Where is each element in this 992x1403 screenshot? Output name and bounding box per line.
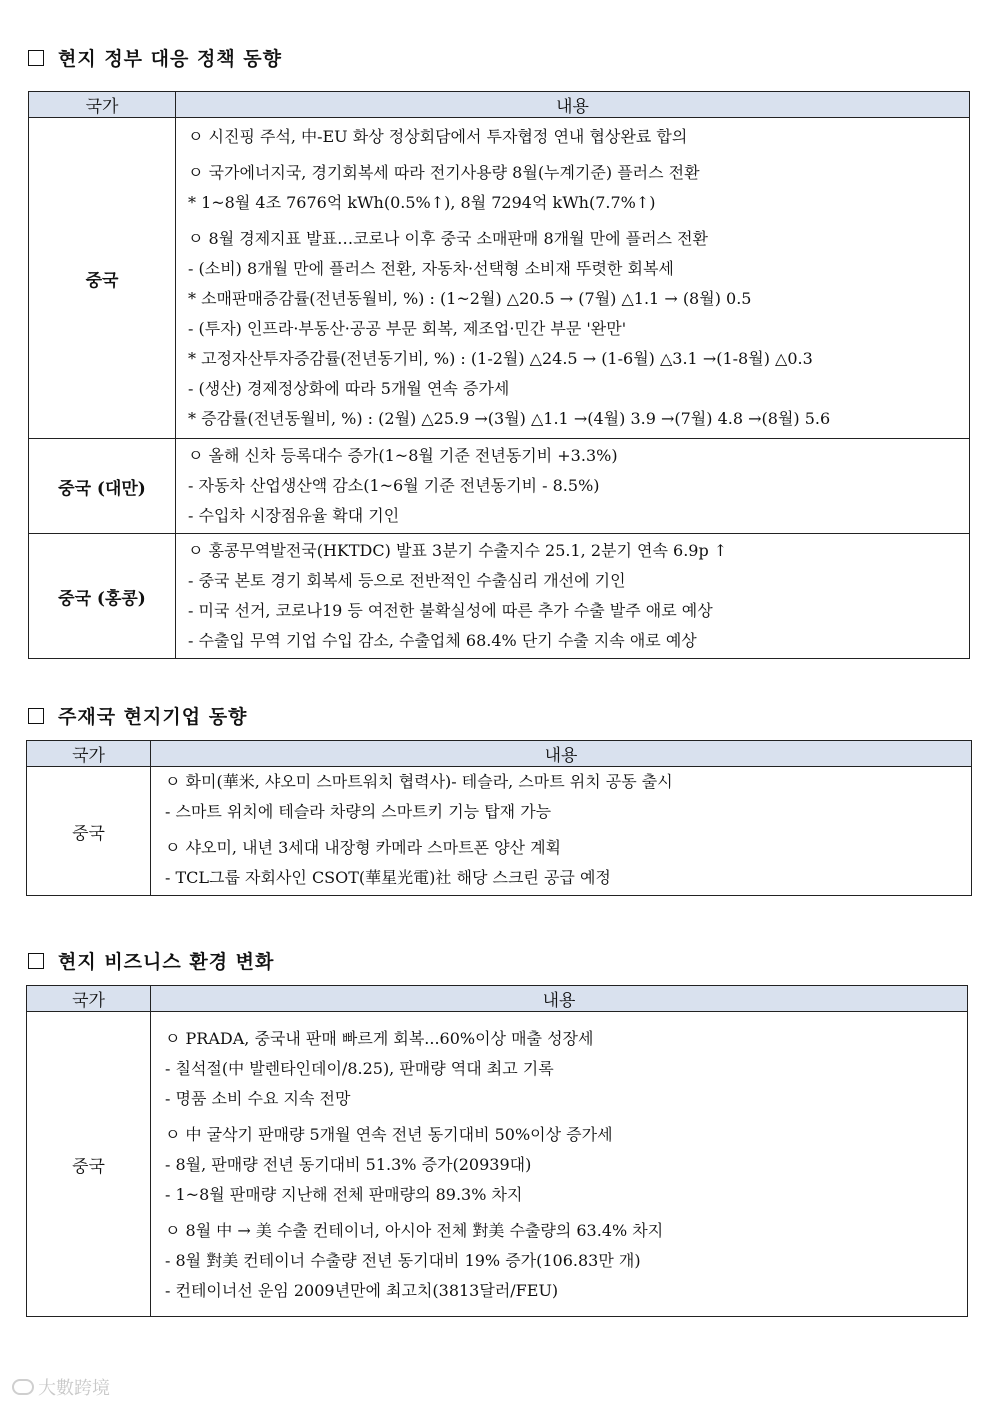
content-line: ㅇ 8월 中 → 美 수출 컨테이너, 아시아 전체 對美 수출량의 63.4% 차지 bbox=[165, 1221, 664, 1240]
content-line: ㅇ 홍콩무역발전국(HKTDC) 발표 3분기 수출지수 25.1, 2분기 연속 6.9p ↑ bbox=[188, 541, 728, 560]
country-cell: 중국 bbox=[29, 118, 176, 439]
content-line: - 8월, 판매량 전년 동기대비 51.3% 증가(20939대) bbox=[165, 1155, 532, 1174]
watermark bbox=[12, 1374, 110, 1400]
section-heading bbox=[28, 44, 282, 71]
company-table bbox=[26, 740, 972, 896]
watermark-text: 大數跨境 bbox=[38, 1378, 110, 1399]
content-line: - 수출입 무역 기업 수입 감소, 수출업체 68.4% 단기 수출 지속 애로 예상 bbox=[188, 631, 697, 650]
country-cell: 중국 (홍콩) bbox=[29, 534, 176, 659]
content-cell bbox=[176, 534, 970, 659]
content-line: - 미국 선거, 코로나19 등 여전한 불확실성에 따른 추가 수출 발주 애로 예상 bbox=[188, 601, 713, 620]
country-cell: 중국 bbox=[27, 1012, 151, 1317]
content-line: - (투자) 인프라·부동산·공공 부문 회복, 제조업·민간 부문 '완만' bbox=[188, 319, 627, 338]
table-row bbox=[29, 439, 970, 534]
table-header-row bbox=[29, 92, 970, 118]
header-content: 내용 bbox=[151, 986, 968, 1012]
content-line: ㅇ 국가에너지국, 경기회복세 따라 전기사용량 8월(누계기준) 플러스 전환 bbox=[188, 163, 700, 182]
content-line: - TCL그룹 자회사인 CSOT(華星光電)社 해당 스크린 공급 예정 bbox=[165, 868, 611, 887]
content-lines bbox=[176, 118, 969, 438]
content-line: * 고정자산투자증감률(전년동기비, %) : (1-2월) △24.5 → (1-6월) △3.1 →(1-8월) △0.3 bbox=[188, 349, 813, 368]
section-title: 현지 비즈니스 환경 변화 bbox=[58, 951, 275, 973]
section-title: 현지 정부 대응 정책 동향 bbox=[58, 48, 282, 70]
header-country: 국가 bbox=[29, 92, 176, 118]
content-cell bbox=[176, 439, 970, 534]
section-heading bbox=[28, 947, 274, 974]
content-lines bbox=[176, 534, 969, 658]
content-cell bbox=[151, 1012, 968, 1317]
header-country: 국가 bbox=[27, 986, 151, 1012]
content-line: - (생산) 경제정상화에 따라 5개월 연속 증가세 bbox=[188, 379, 510, 398]
header-country: 국가 bbox=[27, 741, 151, 767]
content-line: - 1~8월 판매량 지난해 전체 판매량의 89.3% 차지 bbox=[165, 1185, 523, 1204]
watermark-logo-icon bbox=[12, 1379, 34, 1395]
content-line: * 1~8월 4조 7676억 kWh(0.5%↑), 8월 7294억 kWh(7.7%↑) bbox=[188, 193, 656, 212]
country-cell: 중국 bbox=[27, 767, 151, 896]
header-content: 내용 bbox=[151, 741, 972, 767]
content-line: ㅇ PRADA, 중국내 판매 빠르게 회복...60%이상 매출 성장세 bbox=[165, 1029, 594, 1048]
content-line: - 중국 본토 경기 회복세 등으로 전반적인 수출심리 개선에 기인 bbox=[188, 571, 626, 590]
table-header-row bbox=[27, 741, 972, 767]
content-line: - 스마트 위치에 테슬라 차량의 스마트키 기능 탑재 가능 bbox=[165, 802, 552, 821]
content-line: ㅇ 샤오미, 내년 3세대 내장형 카메라 스마트폰 양산 계획 bbox=[165, 838, 561, 857]
content-line: ㅇ 시진핑 주석, 中-EU 화상 정상회담에서 투자협정 연내 협상완료 합의 bbox=[188, 127, 688, 146]
content-lines bbox=[176, 439, 969, 533]
checkbox-square-icon bbox=[28, 708, 44, 724]
content-line: ㅇ 올해 신차 등록대수 증가(1~8월 기준 전년동기비 +3.3%) bbox=[188, 446, 618, 465]
content-line: ㅇ 中 굴삭기 판매량 5개월 연속 전년 동기대비 50%이상 증가세 bbox=[165, 1125, 613, 1144]
policy-table bbox=[28, 91, 970, 659]
table-row bbox=[27, 1012, 968, 1317]
content-line: - 컨테이너선 운임 2009년만에 최고치(3813달러/FEU) bbox=[165, 1281, 559, 1300]
content-line: - 수입차 시장점유율 확대 기인 bbox=[188, 506, 400, 525]
table-row bbox=[29, 118, 970, 439]
table-header-row bbox=[27, 986, 968, 1012]
content-line: - 칠석절(中 발렌타인데이/8.25), 판매량 역대 최고 기록 bbox=[165, 1059, 554, 1078]
business-table bbox=[26, 985, 968, 1317]
table-row bbox=[27, 767, 972, 896]
content-cell bbox=[151, 767, 972, 896]
content-cell bbox=[176, 118, 970, 439]
content-line: * 증감률(전년동월비, %) : (2월) △25.9 →(3월) △1.1 →(4월) 3.9 →(7월) 4.8 →(8월) 5.6 bbox=[188, 409, 831, 428]
content-line: - 명품 소비 수요 지속 전망 bbox=[165, 1089, 351, 1108]
content-lines bbox=[151, 1012, 967, 1316]
checkbox-square-icon bbox=[28, 953, 44, 969]
content-lines bbox=[151, 767, 971, 895]
checkbox-square-icon bbox=[28, 50, 44, 66]
country-cell: 중국 (대만) bbox=[29, 439, 176, 534]
content-line: ㅇ 8월 경제지표 발표…코로나 이후 중국 소매판매 8개월 만에 플러스 전환 bbox=[188, 229, 708, 248]
content-line: - 자동차 산업생산액 감소(1~6월 기준 전년동기비 - 8.5%) bbox=[188, 476, 600, 495]
header-content: 내용 bbox=[176, 92, 970, 118]
content-line: - (소비) 8개월 만에 플러스 전환, 자동차·선택형 소비재 뚜렷한 회복세 bbox=[188, 259, 674, 278]
content-line: ㅇ 화미(華米, 샤오미 스마트워치 협력사)- 테슬라, 스마트 위치 공동 출시 bbox=[165, 772, 673, 791]
content-line: - 8월 對美 컨테이너 수출량 전년 동기대비 19% 증가(106.83만 개) bbox=[165, 1251, 641, 1270]
table-row bbox=[29, 534, 970, 659]
section-heading bbox=[28, 702, 247, 729]
section-title: 주재국 현지기업 동향 bbox=[58, 706, 248, 728]
content-line: * 소매판매증감률(전년동월비, %) : (1~2월) △20.5 → (7월) △1.1 → (8월) 0.5 bbox=[188, 289, 752, 308]
